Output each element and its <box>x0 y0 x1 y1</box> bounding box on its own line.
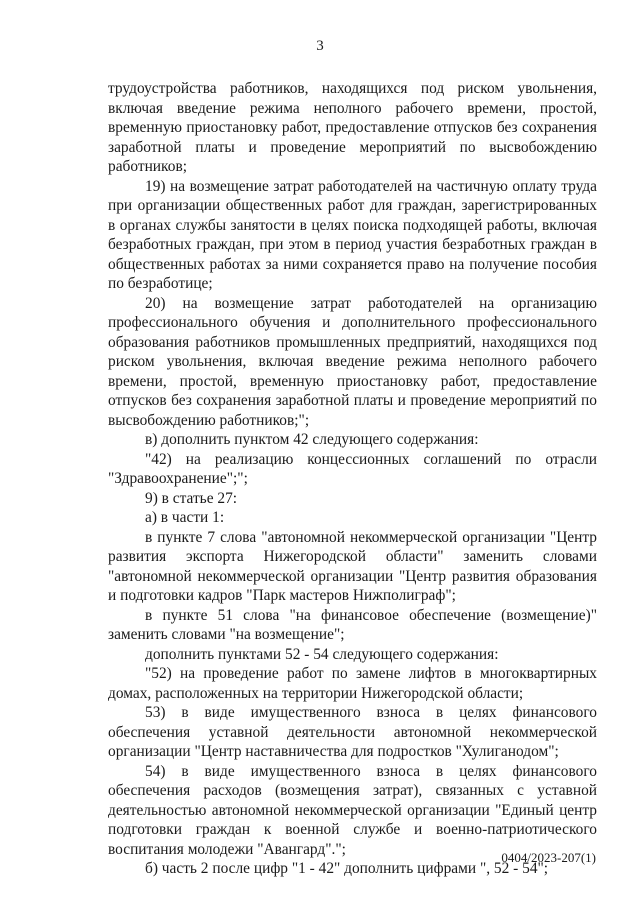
paragraph-9: в пункте 51 слова "на финансовое обеспечение (возмещение)" заменить словами "на возмещение"; <box>108 606 597 643</box>
paragraph-10: дополнить пунктами 52 - 54 следующего содержания: <box>145 645 499 663</box>
paragraph-2: 19) на возмещение затрат работодателей на частичную оплату труда при организации общественных работ для граждан, зарегистрированных в органах службы занятости в целях поиска подходящей работы, включая безработных граждан, при этом в период участия безработных граждан в общественных работах за ними сохраняется право на получение пособия по безработице; <box>108 177 597 292</box>
paragraph-3: 20) на возмещение затрат работодателей на организацию профессионального обучения и дополнительного профессионального образования работников промышленных предприятий, находящихся под риском увольнения, включая введение режима неполного рабочего времени, простой, временную приостановку работ, предоставление отпусков без сохранения заработной платы и проведение мероприятий по высвобождению работников;"; <box>108 294 597 429</box>
paragraph-11: "52) на проведение работ по замене лифтов в многоквартирных домах, расположенных на территории Нижегородской области; <box>108 665 597 702</box>
paragraph-1: трудоустройства работников, находящихся под риском увольнения, включая введение режима неполного рабочего времени, простой, временную приостановку работ, предоставление отпусков без сохранения заработной платы и проведение мероприятий по высвобождению работников; <box>108 80 597 175</box>
paragraph-14: б) часть 2 после цифр "1 - 42" дополнить цифрами ", 52 - 54"; <box>145 860 549 877</box>
paragraph-13: 54) в виде имущественного взноса в целях финансового обеспечения расходов (возмещения затрат), связанных с уставной деятельностью автономной некоммерческой организации "Единый центр подготовки граждан к военной службе и военно-патриотического воспитания молодежи "Авангард"."; <box>108 762 597 858</box>
document-code: 0404/2023-207(1) <box>501 850 596 865</box>
paragraph-6: 9) в статье 27: <box>145 489 238 507</box>
document-body <box>108 79 597 879</box>
page-number: 3 <box>316 38 324 54</box>
paragraph-8: в пункте 7 слова "автономной некоммерческой организации "Центр развития экспорта Нижегородской области" заменить словами "автономной некоммерческой организации "Центр развития образования и подготовки кадров "Парк мастеров Нижполиграф"; <box>108 528 597 604</box>
paragraph-5: "42) на реализацию концессионных соглашений по отрасли "Здравоохранение";"; <box>108 450 597 487</box>
paragraph-4: в) дополнить пунктом 42 следующего содержания: <box>145 431 479 448</box>
paragraph-12: 53) в виде имущественного взноса в целях финансового обеспечения уставной деятельности автономной некоммерческой организации "Центр наставничества для подростков "Хулиганодом"; <box>108 704 597 760</box>
paragraph-7: а) в части 1: <box>145 509 225 526</box>
